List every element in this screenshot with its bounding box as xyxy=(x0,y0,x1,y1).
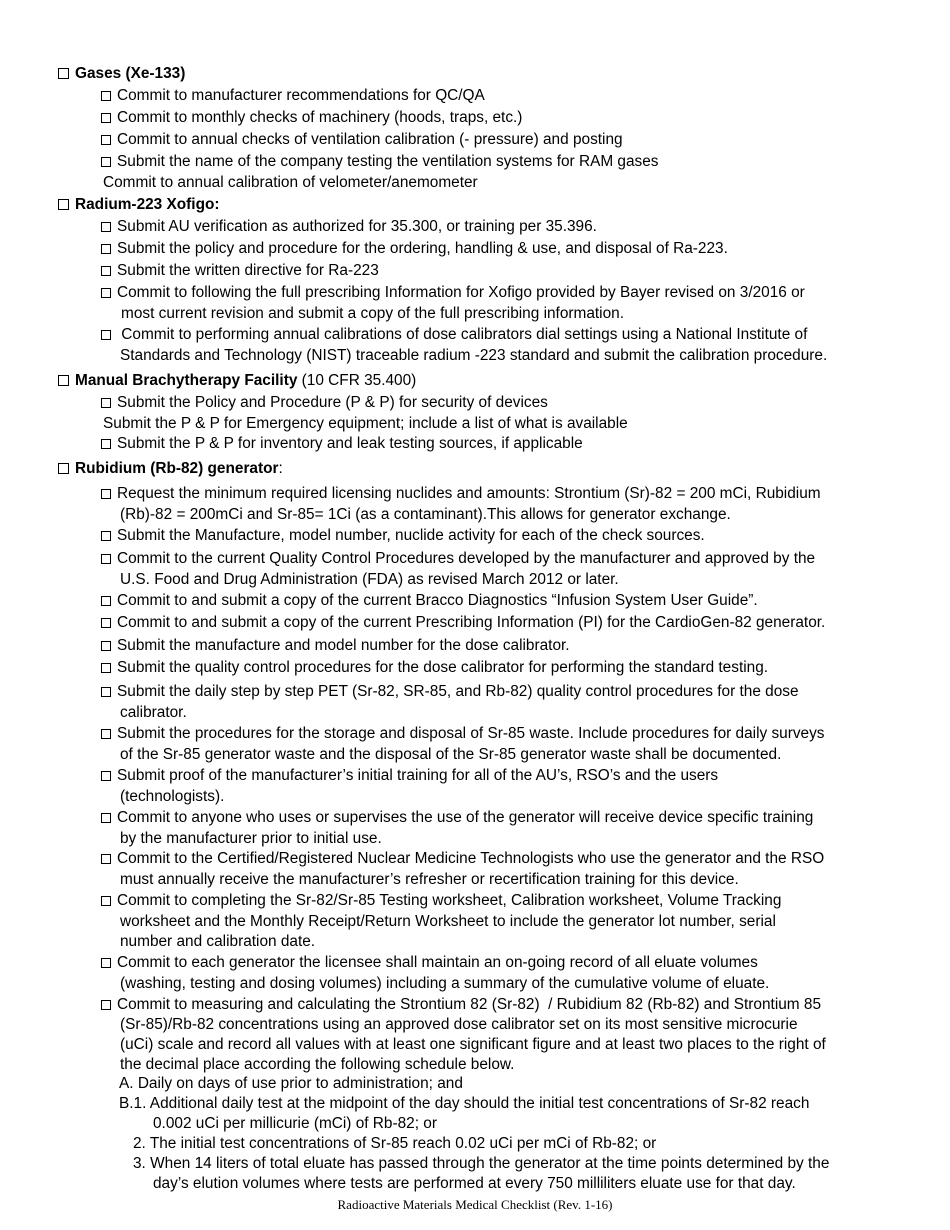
item-checkbox[interactable] xyxy=(101,729,111,739)
item-checkbox[interactable] xyxy=(101,854,111,864)
checklist-item-continuation: calibrator. xyxy=(120,704,187,721)
schedule-item-continuation: 0.002 uCi per millicurie (mCi) of Rb-82; or xyxy=(153,1115,437,1132)
item-checkbox[interactable] xyxy=(101,1000,111,1010)
schedule-item-b1: B.1. Additional daily test at the midpoint of the day should the initial test concentrations of Sr-82 reach xyxy=(119,1095,810,1112)
checklist-item: Commit to performing annual calibrations of dose calibrators dial settings using a National Institute of xyxy=(101,325,807,345)
checklist-item: Commit to following the full prescribing Information for Xofigo provided by Bayer revised on 3/2016 or xyxy=(101,283,805,303)
checklist-item: Submit the quality control procedures for the dose calibrator for performing the standard testing. xyxy=(101,658,768,678)
schedule-item-continuation: day’s elution volumes where tests are performed at every 750 milliliters eluate use for that day. xyxy=(153,1175,796,1192)
checklist-item: Submit the P & P for inventory and leak testing sources, if applicable xyxy=(101,434,583,454)
checklist-item: Commit to completing the Sr-82/Sr-85 Testing worksheet, Calibration worksheet, Volume Tracking xyxy=(101,891,781,911)
checklist-item-continuation: (Sr-85)/Rb-82 concentrations using an approved dose calibrator set on its most sensitive microcurie xyxy=(120,1016,798,1033)
checklist-item: Submit the manufacture and model number for the dose calibrator. xyxy=(101,636,570,656)
item-checkbox[interactable] xyxy=(101,398,111,408)
section-checkbox[interactable] xyxy=(58,68,69,79)
section-radium xyxy=(58,195,220,215)
item-checkbox[interactable] xyxy=(101,330,111,340)
item-checkbox[interactable] xyxy=(101,596,111,606)
checklist-item: Submit AU verification as authorized for 35.300, or training per 35.396. xyxy=(101,217,597,237)
checklist-item: Submit the written directive for Ra-223 xyxy=(101,261,379,281)
item-checkbox[interactable] xyxy=(101,663,111,673)
item-checkbox[interactable] xyxy=(101,618,111,628)
checklist-item-continuation: by the manufacturer prior to initial use. xyxy=(120,830,382,847)
checklist-item-continuation: number and calibration date. xyxy=(120,933,316,950)
checklist-item: Commit to annual checks of ventilation calibration (- pressure) and posting xyxy=(101,130,623,150)
checklist-item: Commit to and submit a copy of the current Bracco Diagnostics “Infusion System User Guide”. xyxy=(101,591,758,611)
checklist-item: Commit to and submit a copy of the current Prescribing Information (PI) for the CardioGen-82 generator. xyxy=(101,613,825,633)
checklist-item: Commit to the current Quality Control Procedures developed by the manufacturer and approved by the xyxy=(101,549,815,569)
schedule-item-b2: 2. The initial test concentrations of Sr-85 reach 0.02 uCi per mCi of Rb-82; or xyxy=(133,1135,657,1152)
checklist-item: Submit the Policy and Procedure (P & P) for security of devices xyxy=(101,393,548,413)
item-checkbox[interactable] xyxy=(101,489,111,499)
item-checkbox[interactable] xyxy=(101,687,111,697)
checklist-item: Submit the procedures for the storage and disposal of Sr-85 waste. Include procedures for daily surveys xyxy=(101,724,825,744)
checklist-item: Submit the policy and procedure for the ordering, handling & use, and disposal of Ra-223. xyxy=(101,239,728,259)
checklist-item: Commit to monthly checks of machinery (hoods, traps, etc.) xyxy=(101,108,522,128)
checklist-item-continuation: of the Sr-85 generator waste and the disposal of the Sr-85 generator waste shall be documented. xyxy=(120,746,782,763)
checklist-item: Submit the Manufacture, model number, nuclide activity for each of the check sources. xyxy=(101,526,705,546)
item-checkbox[interactable] xyxy=(101,113,111,123)
checklist-item-continuation: (technologists). xyxy=(120,788,225,805)
item-checkbox[interactable] xyxy=(101,771,111,781)
checklist-item: Commit to manufacturer recommendations for QC/QA xyxy=(101,86,485,106)
checklist-item-continuation: Standards and Technology (NIST) traceable radium -223 standard and submit the calibration procedure. xyxy=(120,347,828,364)
item-checkbox[interactable] xyxy=(101,157,111,167)
section-checkbox[interactable] xyxy=(58,463,69,474)
item-checkbox[interactable] xyxy=(101,896,111,906)
section-checkbox[interactable] xyxy=(58,199,69,210)
checklist-item: Submit the daily step by step PET (Sr-82, SR-85, and Rb-82) quality control procedures for the dose xyxy=(101,682,799,702)
checklist-item-text: Submit the P & P for Emergency equipment; include a list of what is available xyxy=(103,415,628,432)
section-title: Manual Brachytherapy Facility xyxy=(75,372,298,389)
item-checkbox[interactable] xyxy=(101,813,111,823)
schedule-item-a: A. Daily on days of use prior to administration; and xyxy=(119,1075,463,1092)
item-checkbox[interactable] xyxy=(101,266,111,276)
checklist-item: Commit to the Certified/Registered Nuclear Medicine Technologists who use the generator and the RSO xyxy=(101,849,824,869)
item-checkbox[interactable] xyxy=(101,135,111,145)
section-brachytherapy: Manual Brachytherapy Facility (10 CFR 35.400) xyxy=(58,371,416,391)
checklist-item: Submit proof of the manufacturer’s initial training for all of the AU’s, RSO’s and the users xyxy=(101,766,718,786)
item-checkbox[interactable] xyxy=(101,641,111,651)
item-checkbox[interactable] xyxy=(101,439,111,449)
checklist-item: Commit to measuring and calculating the Strontium 82 (Sr-82) / Rubidium 82 (Rb-82) and Strontium 85 xyxy=(101,995,821,1015)
section-rubidium: Rubidium (Rb-82) generator: xyxy=(58,459,283,479)
item-checkbox[interactable] xyxy=(101,222,111,232)
section-checkbox[interactable] xyxy=(58,375,69,386)
item-checkbox[interactable] xyxy=(101,958,111,968)
checklist-item-continuation: must annually receive the manufacturer’s refresher or recertification training for this device. xyxy=(120,871,739,888)
checklist-item-continuation: worksheet and the Monthly Receipt/Return Worksheet to include the generator lot number, serial xyxy=(120,913,776,930)
checklist-item-continuation: U.S. Food and Drug Administration (FDA) as revised March 2012 or later. xyxy=(120,571,619,588)
checklist-item-continuation: (uCi) scale and record all values with at least one significant figure and at least two places to the right of xyxy=(120,1036,826,1053)
item-checkbox[interactable] xyxy=(101,244,111,254)
section-gases xyxy=(58,64,185,84)
checklist-item-continuation: most current revision and submit a copy of the full prescribing information. xyxy=(121,305,624,322)
schedule-item-b3: 3. When 14 liters of total eluate has passed through the generator at the time points determined by the xyxy=(133,1155,830,1172)
item-checkbox[interactable] xyxy=(101,554,111,564)
checklist-item-continuation: (washing, testing and dosing volumes) including a summary of the cumulative volume of eluate. xyxy=(120,975,770,992)
section-title: Radium-223 Xofigo: xyxy=(75,196,220,213)
checklist-item: Submit the name of the company testing the ventilation systems for RAM gases xyxy=(101,152,659,172)
item-checkbox[interactable] xyxy=(101,91,111,101)
checklist-item-text: Commit to annual calibration of velometer/anemometer xyxy=(103,174,478,191)
checklist-item-continuation: (Rb)-82 = 200mCi and Sr-85= 1Ci (as a contaminant).This allows for generator exchange. xyxy=(120,506,731,523)
checklist-item: Commit to anyone who uses or supervises the use of the generator will receive device specific training xyxy=(101,808,813,828)
section-title: Gases (Xe-133) xyxy=(75,65,186,82)
checklist-item: Request the minimum required licensing nuclides and amounts: Strontium (Sr)-82 = 200 mCi, Rubidium xyxy=(101,484,821,504)
page-footer: Radioactive Materials Medical Checklist (Rev. 1-16) xyxy=(337,1197,613,1212)
item-checkbox[interactable] xyxy=(101,531,111,541)
section-title: Rubidium (Rb-82) generator xyxy=(75,460,279,477)
item-checkbox[interactable] xyxy=(101,288,111,298)
checklist-item-continuation: the decimal place according the following schedule below. xyxy=(120,1056,515,1073)
checklist-item: Commit to each generator the licensee shall maintain an on-going record of all eluate volumes xyxy=(101,953,758,973)
